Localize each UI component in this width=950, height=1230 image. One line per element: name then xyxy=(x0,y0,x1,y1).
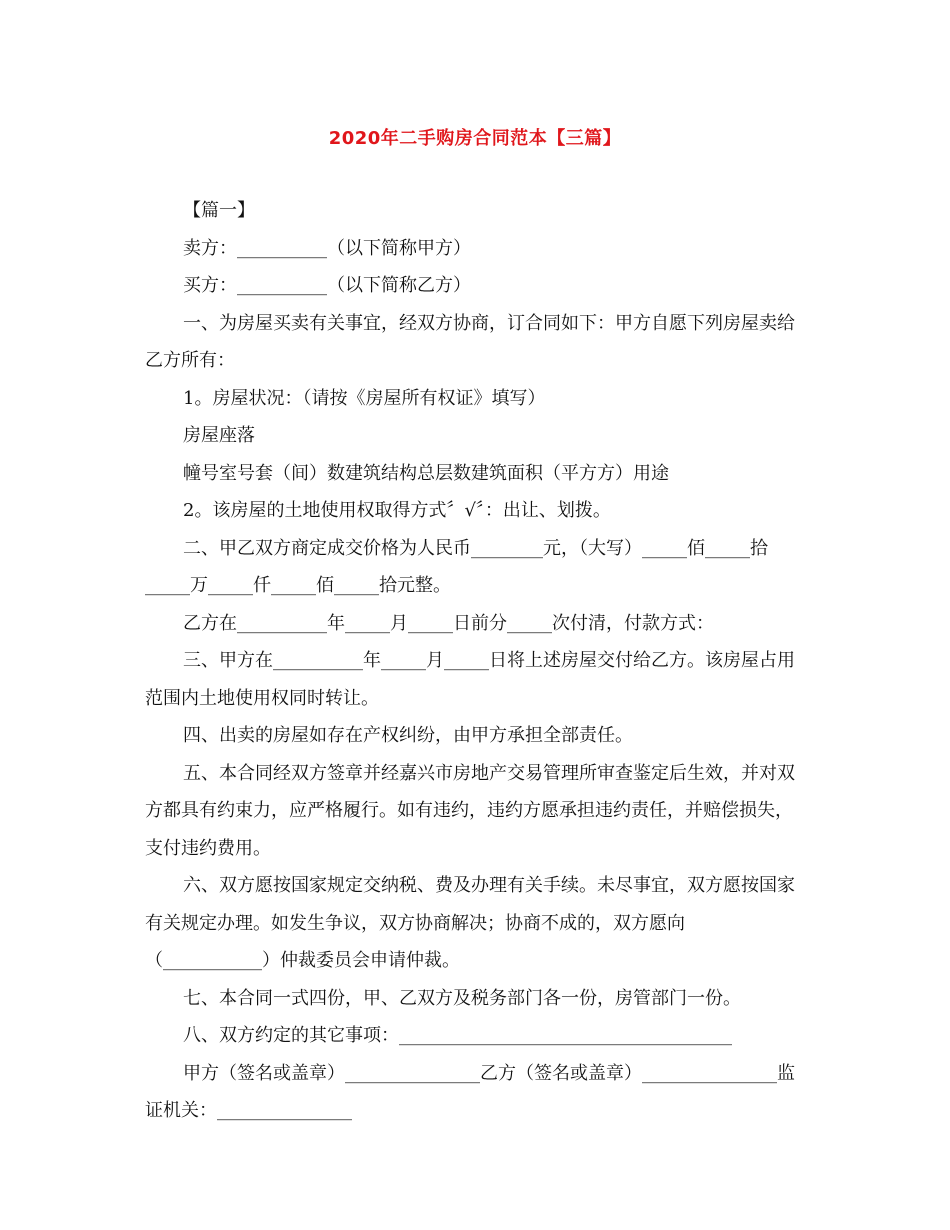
seller-line: 卖方：__________（以下简称甲方） xyxy=(183,237,471,259)
page-title: 2020年二手购房合同范本【三篇】 xyxy=(328,128,622,149)
land-use-paragraph: 2。该房屋的土地使用权取得方式〞√〞：出让、划拨。 xyxy=(183,500,611,521)
house-location-paragraph: 房屋座落 xyxy=(183,425,255,446)
payment-paragraph: 乙方在__________年_____月_____日前分_____次付清，付款方式： xyxy=(183,612,714,634)
clause-3-paragraph: 三、甲方在__________年_____月_____日将上述房屋交付给乙方。该房屋占用范围内土地使用权同时转让。 xyxy=(145,650,795,709)
clause-1-paragraph: 一、为房屋买卖有关事宜，经双方协商，订合同如下：甲方自愿下列房屋卖给乙方所有： xyxy=(145,312,795,371)
clause-5-paragraph: 五、本合同经双方签章并经嘉兴市房地产交易管理所审查鉴定后生效，并对双方都具有约束力，应严格履行。如有违约，违约方愿承担违约责任，并赔偿损失，支付违约费用。 xyxy=(145,762,795,859)
clause-2-paragraph: 二、甲乙双方商定成交价格为人民币________元，（大写）_____佰_____拾_____万_____仟_____佰_____拾元整。 xyxy=(145,537,768,596)
section-heading: 【篇一】 xyxy=(183,200,255,221)
house-status-paragraph: 1。房屋状况：（请按《房屋所有权证》填写） xyxy=(183,387,546,409)
house-details-paragraph: 幢号室号套（间）数建筑结构总层数建筑面积（平方方）用途 xyxy=(183,462,669,484)
buyer-line: 买方：__________（以下简称乙方） xyxy=(183,275,471,296)
document-body xyxy=(145,192,805,1130)
clause-4-paragraph: 四、出卖的房屋如存在产权纠纷，由甲方承担全部责任。 xyxy=(183,725,633,746)
clause-8-paragraph: 八、双方约定的其它事项：_____________________________________ xyxy=(183,1025,732,1046)
clause-6-paragraph: 六、双方愿按国家规定交纳税、费及办理有关手续。未尽事宜，双方愿按国家有关规定办理。如发生争议，双方协商解决；协商不成的，双方愿向（___________）仲裁委员会申请仲裁。 xyxy=(145,875,795,971)
signature-paragraph: 甲方（签名或盖章）_______________乙方（签名或盖章）_______________监证机关：_______________ xyxy=(145,1062,795,1121)
clause-7-paragraph: 七、本合同一式四份，甲、乙双方及税务部门各一份，房管部门一份。 xyxy=(183,987,741,1009)
